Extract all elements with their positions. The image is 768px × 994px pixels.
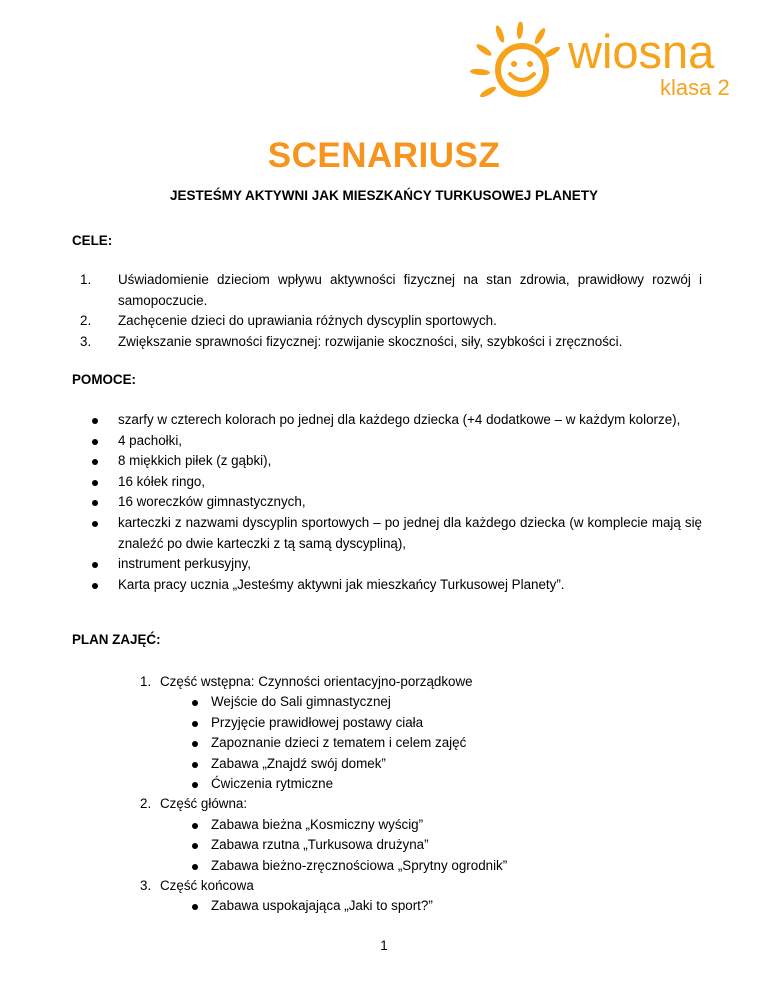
list-item	[160, 856, 700, 876]
item-text: Zachęcenie dzieci do uprawiania różnych dyscyplin sportowych.	[118, 313, 497, 328]
bullet-icon	[192, 864, 198, 870]
bullet-icon	[92, 480, 98, 486]
pomoce-heading: POMOCE:	[72, 372, 136, 387]
item-text: szarfy w czterech kolorach po jednej dla każdego dziecka (+4 dodatkowe – w każdym kolorze),	[118, 412, 681, 427]
logo-wordmark: wiosna	[568, 25, 715, 78]
wiosna-logo	[470, 22, 740, 112]
list-item	[72, 472, 702, 493]
item-text: Zabawa bieżna „Kosmiczny wyścig”	[211, 816, 424, 832]
bullet-icon	[192, 762, 198, 768]
item-text: 8 miękkich piłek (z gąbki),	[118, 453, 272, 469]
list-item	[160, 835, 700, 855]
list-item	[72, 554, 702, 575]
item-text: 4 pachołki,	[118, 432, 183, 448]
item-text: Wejście do Sali gimnastycznej	[211, 694, 391, 710]
bullet-icon	[92, 521, 98, 527]
list-item	[72, 431, 702, 452]
list-item	[160, 774, 700, 794]
bullet-icon	[192, 843, 198, 849]
list-item	[72, 492, 702, 513]
plan-section	[140, 794, 700, 876]
bullet-icon	[192, 782, 198, 788]
section-items	[160, 815, 700, 876]
item-text: Zapoznanie dzieci z tematem i celem zajęć	[211, 735, 467, 751]
item-number: 3.	[80, 333, 92, 349]
pomoce-list	[72, 410, 702, 595]
item-text: Przyjęcie prawidłowej postawy ciała	[211, 714, 424, 730]
item-number: 1.	[80, 272, 92, 287]
cele-list	[72, 270, 702, 352]
bullet-icon	[92, 439, 98, 445]
item-text: Uświadomienie dzieciom wpływu aktywności fizycznej na stan zdrowia, prawidłowy rozwój i samopoczucie.	[118, 272, 702, 308]
document-title: SCENARIUSZ	[267, 136, 501, 175]
section-title: Część wstępna: Czynności orientacyjno-porządkowe	[160, 674, 473, 689]
section-number: 2.	[140, 796, 152, 812]
item-text: karteczki z nazwami dyscyplin sportowych – po jednej dla każdego dziecka (w komplecie mają się znaleźć po dwie karteczki z tą samą dyscypliną),	[118, 514, 702, 551]
item-text: Zwiększanie sprawności fizycznej: rozwijanie skoczności, siły, szybkości i zręczności.	[118, 333, 623, 349]
section-number: 1.	[140, 674, 152, 689]
plan-heading: PLAN ZAJĘĆ:	[72, 632, 161, 647]
page-number: 1	[380, 938, 388, 953]
document-subtitle: JESTEŚMY AKTYWNI JAK MIESZKAŃCY TURKUSOWEJ PLANETY	[169, 188, 599, 203]
item-text: Karta pracy ucznia „Jesteśmy aktywni jak mieszkańcy Turkusowej Planety”.	[118, 576, 565, 592]
list-item	[72, 270, 702, 311]
section-title: Część końcowa	[160, 878, 254, 894]
list-item	[72, 575, 702, 596]
list-item	[72, 513, 702, 554]
bullet-icon	[192, 741, 198, 747]
item-text: instrument perkusyjny,	[118, 556, 251, 572]
list-item	[72, 332, 702, 353]
bullet-icon	[192, 823, 198, 829]
plan-section	[140, 672, 700, 794]
bullet-icon	[92, 562, 98, 568]
item-text: Zabawa uspokajająca „Jaki to sport?”	[211, 898, 433, 914]
logo-subtitle: klasa 2	[660, 75, 730, 100]
bullet-icon	[92, 583, 98, 589]
sun-smiley-icon	[470, 22, 580, 110]
list-item	[160, 692, 700, 712]
section-items	[160, 896, 700, 916]
bullet-icon	[92, 459, 98, 465]
bullet-icon	[192, 904, 198, 910]
bullet-icon	[192, 700, 198, 706]
item-text: Zabawa „Znajdź swój domek”	[211, 755, 386, 771]
item-number: 2.	[80, 313, 92, 328]
list-item	[72, 451, 702, 472]
bullet-icon	[92, 500, 98, 506]
item-text: Ćwiczenia rytmiczne	[211, 776, 334, 792]
list-item	[160, 713, 700, 733]
bullet-icon	[92, 418, 98, 424]
list-item	[160, 896, 700, 916]
list-item	[160, 733, 700, 753]
list-item	[72, 410, 702, 431]
item-text: 16 kółek ringo,	[118, 473, 206, 489]
item-text: Zabawa bieżno-zręcznościowa „Sprytny ogrodnik”	[211, 857, 508, 873]
section-title: Część główna:	[160, 796, 248, 812]
list-item	[160, 815, 700, 835]
cele-heading: CELE:	[72, 233, 113, 248]
list-item	[160, 754, 700, 774]
section-items	[160, 692, 700, 794]
bullet-icon	[192, 721, 198, 727]
plan-list	[140, 672, 700, 917]
item-text: Zabawa rzutna „Turkusowa drużyna”	[211, 837, 429, 853]
list-item	[72, 311, 702, 332]
item-text: 16 woreczków gimnastycznych,	[118, 494, 306, 510]
section-number: 3.	[140, 878, 152, 894]
plan-section	[140, 876, 700, 917]
